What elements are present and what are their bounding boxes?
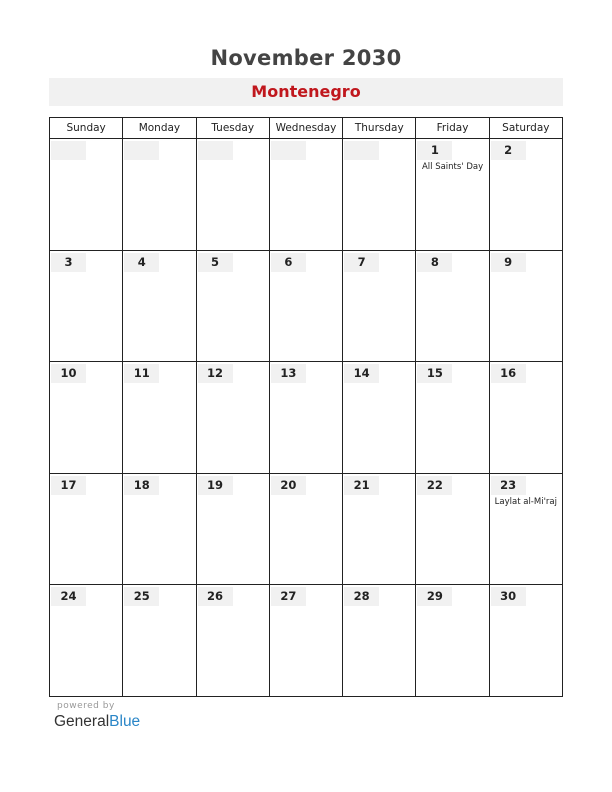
day-number: 3	[51, 253, 86, 272]
day-number: 14	[344, 364, 379, 383]
day-number: 24	[51, 587, 86, 606]
day-number: 19	[198, 476, 233, 495]
generalblue-logo[interactable]	[54, 713, 140, 731]
day-cell[interactable]	[343, 251, 416, 362]
day-number: 13	[271, 364, 306, 383]
day-cell[interactable]	[50, 585, 123, 697]
day-number: 25	[124, 587, 159, 606]
weekday-header: Thursday	[343, 118, 416, 138]
day-cell[interactable]	[490, 474, 562, 585]
day-number: 15	[417, 364, 452, 383]
day-number: 23	[491, 476, 526, 495]
day-number: 17	[51, 476, 86, 495]
day-cell[interactable]	[270, 474, 343, 585]
brand-general: General	[54, 713, 110, 730]
country-banner: Montenegro	[49, 78, 563, 106]
calendar-grid	[49, 117, 563, 697]
week-row	[50, 585, 562, 697]
day-number: 18	[124, 476, 159, 495]
weekday-header: Friday	[416, 118, 489, 138]
day-number	[124, 141, 159, 160]
day-cell[interactable]	[343, 362, 416, 473]
day-cell[interactable]	[416, 362, 489, 473]
day-cell[interactable]	[123, 585, 196, 697]
day-cell[interactable]	[490, 585, 562, 697]
day-number: 8	[417, 253, 452, 272]
day-number	[51, 141, 86, 160]
day-cell[interactable]	[123, 139, 196, 250]
day-cell[interactable]	[50, 139, 123, 250]
brand-blue: Blue	[109, 713, 141, 730]
holiday-label: Laylat al-Mi'raj	[494, 496, 557, 507]
day-cell[interactable]	[197, 251, 270, 362]
day-number: 27	[271, 587, 306, 606]
day-cell[interactable]	[416, 585, 489, 697]
day-cell[interactable]	[416, 251, 489, 362]
day-number	[198, 141, 233, 160]
day-number: 1	[417, 141, 452, 160]
day-cell[interactable]	[197, 362, 270, 473]
day-cell[interactable]	[270, 585, 343, 697]
day-number: 30	[491, 587, 526, 606]
weekday-header: Tuesday	[197, 118, 270, 138]
day-number: 16	[491, 364, 526, 383]
weekday-header: Saturday	[502, 122, 550, 134]
day-number	[344, 141, 379, 160]
day-cell[interactable]	[416, 474, 489, 585]
weekday-header-row	[50, 118, 562, 139]
day-number: 20	[271, 476, 306, 495]
day-cell[interactable]	[197, 474, 270, 585]
powered-by-text: powered by	[57, 701, 115, 711]
day-number: 5	[198, 253, 233, 272]
day-number: 6	[271, 253, 306, 272]
day-number: 9	[491, 253, 526, 272]
holiday-label: All Saints' Day	[421, 162, 484, 172]
day-cell[interactable]	[50, 362, 123, 473]
day-cell[interactable]	[270, 362, 343, 473]
day-number: 29	[417, 587, 452, 606]
page-title: November 2030	[210, 46, 402, 70]
day-number: 11	[124, 364, 159, 383]
day-cell[interactable]	[197, 139, 270, 250]
weeks-container	[50, 139, 562, 697]
day-cell[interactable]	[270, 251, 343, 362]
day-cell[interactable]	[490, 362, 562, 473]
day-number: 26	[198, 587, 233, 606]
weekday-header: Wednesday	[270, 118, 343, 138]
day-number: 22	[417, 476, 452, 495]
week-row	[50, 251, 562, 363]
day-cell[interactable]	[490, 251, 562, 362]
day-number: 10	[51, 364, 86, 383]
day-cell[interactable]	[197, 585, 270, 697]
day-cell[interactable]	[343, 139, 416, 250]
day-number: 4	[124, 253, 159, 272]
week-row	[50, 362, 562, 474]
day-number: 12	[198, 364, 233, 383]
day-cell[interactable]	[343, 585, 416, 697]
week-row	[50, 474, 562, 586]
week-row	[50, 139, 562, 251]
day-number: 21	[344, 476, 379, 495]
weekday-header: Sunday	[50, 118, 123, 138]
day-cell[interactable]	[123, 251, 196, 362]
day-number: 28	[344, 587, 379, 606]
day-number: 7	[344, 253, 379, 272]
day-cell[interactable]	[270, 139, 343, 250]
weekday-header: Monday	[123, 118, 196, 138]
day-cell[interactable]	[50, 474, 123, 585]
day-cell[interactable]	[123, 362, 196, 473]
day-cell[interactable]	[123, 474, 196, 585]
day-cell[interactable]	[490, 139, 562, 250]
day-cell[interactable]	[416, 139, 489, 250]
day-number	[271, 141, 306, 160]
day-cell[interactable]	[50, 251, 123, 362]
day-cell[interactable]	[343, 474, 416, 585]
day-number: 2	[491, 141, 526, 160]
